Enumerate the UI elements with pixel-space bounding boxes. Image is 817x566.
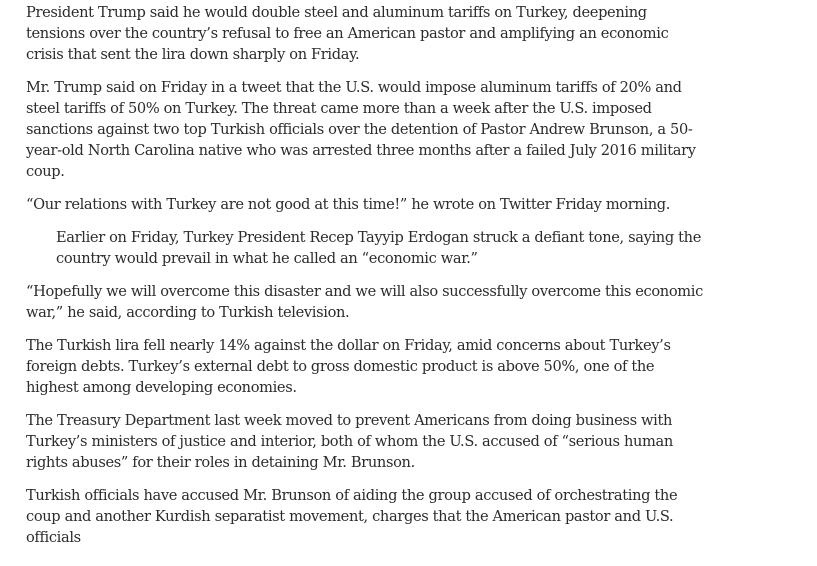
- paragraph-lira-decline: The Turkish lira fell nearly 14% against the dollar on Friday, amid concerns about Turkey’s foreign debts. Turkey’s external debt to gross domestic product is above 50%, one of the highest among developing economies.: [26, 337, 671, 396]
- paragraph-brunson-accusations: Turkish officials have accused Mr. Brunson of aiding the group accused of orchestrating the coup and another Kurdish separatist movement, charges that the American pastor and U.S. officials: [26, 487, 678, 546]
- paragraph-erdogan-statement: Earlier on Friday, Turkey President Recep Tayyip Erdogan struck a defiant tone, saying the country would prevail in what he called an “economic war.”: [56, 229, 701, 267]
- paragraph-tariffs-announcement: President Trump said he would double steel and aluminum tariffs on Turkey, deepening tensions over the country’s refusal to free an American pastor and amplifying an economic crisis that sent the lira down sharply on Friday.: [26, 4, 669, 63]
- paragraph-tweet-details: Mr. Trump said on Friday in a tweet that the U.S. would impose aluminum tariffs of 20% and steel tariffs of 50% on Turkey. The threat came more than a week after the U.S. imposed sanctions against two top Turkish officials over the detention of Pastor Andrew Brunson, a 50-year-old North Carolina native who was arrested three months after a failed July 2016 military coup.: [26, 79, 696, 180]
- paragraph-treasury-sanctions: The Treasury Department last week moved to prevent Americans from doing business with Turkey’s ministers of justice and interior, both of whom the U.S. accused of “serious human rights abuses” for their roles in detaining Mr. Brunson.: [26, 412, 673, 471]
- paragraph-erdogan-quote: “Hopefully we will overcome this disaster and we will also successfully overcome this economic war,” he said, according to Turkish television.: [26, 283, 703, 321]
- article-body: [26, 2, 706, 560]
- paragraph-trump-quote: “Our relations with Turkey are not good at this time!” he wrote on Twitter Friday morning.: [26, 196, 671, 213]
